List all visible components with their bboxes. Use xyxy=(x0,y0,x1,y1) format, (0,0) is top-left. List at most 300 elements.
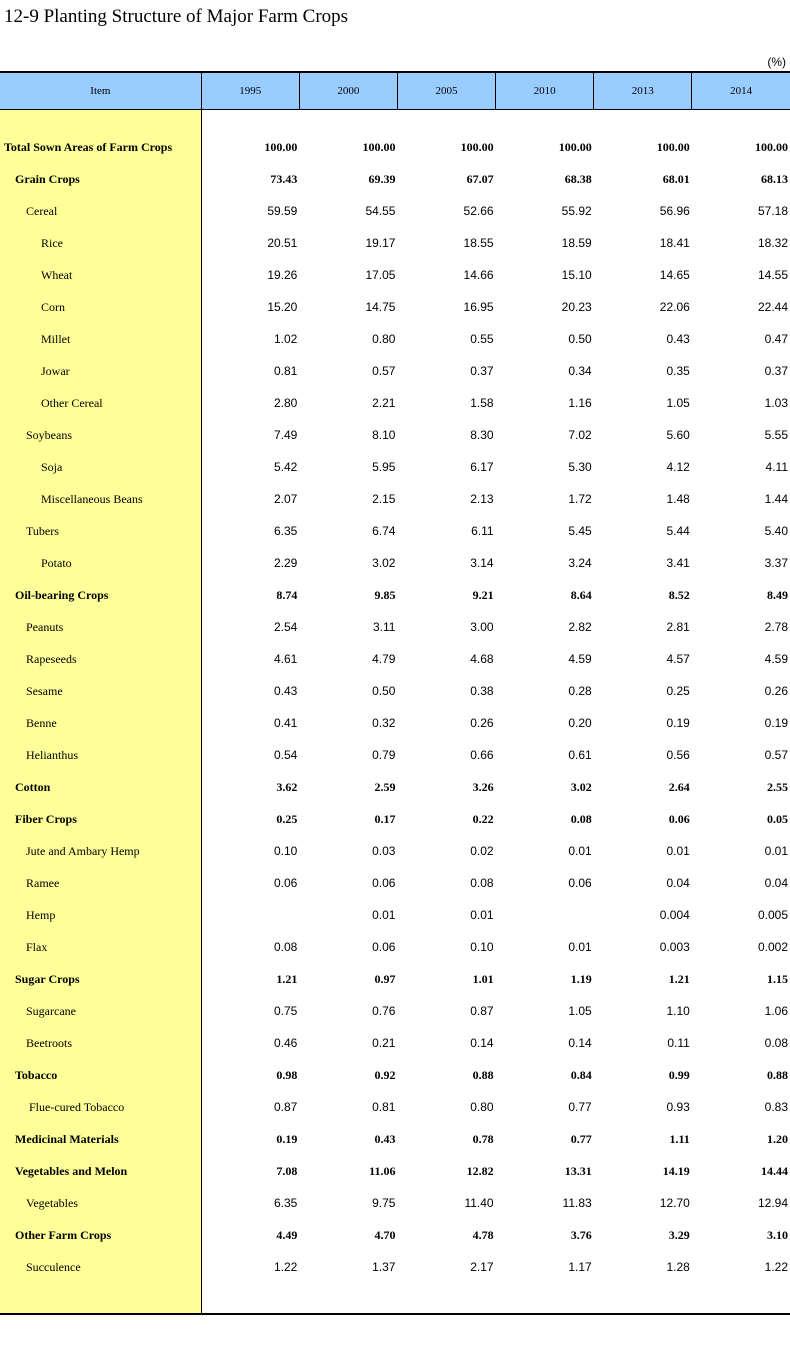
value-cell: 1.21 xyxy=(668,971,690,986)
value-cell: 0.34 xyxy=(568,364,592,378)
value-cell: 0.54 xyxy=(274,748,298,762)
table-row xyxy=(0,611,790,643)
value-cell: 0.77 xyxy=(570,1131,592,1146)
value-cell: 0.88 xyxy=(767,1067,788,1082)
table-row xyxy=(0,451,790,483)
value-cell: 6.74 xyxy=(372,524,396,538)
table-row xyxy=(0,419,790,451)
value-cell: 0.93 xyxy=(666,1100,690,1114)
value-cell: 0.14 xyxy=(568,1036,592,1050)
value-cell: 2.82 xyxy=(568,620,592,634)
value-cell: 22.44 xyxy=(757,300,788,314)
table-row xyxy=(0,771,790,803)
value-cell: 0.55 xyxy=(470,332,494,346)
value-cell: 4.79 xyxy=(372,652,396,666)
value-cell: 6.35 xyxy=(274,524,298,538)
row-label: Wheat xyxy=(0,259,201,291)
row-label: Sugarcane xyxy=(0,995,201,1027)
value-cell: 0.43 xyxy=(374,1131,396,1146)
value-cell: 0.61 xyxy=(568,748,592,762)
value-cell: 5.44 xyxy=(666,524,690,538)
value-cell: 0.32 xyxy=(372,716,396,730)
row-label: Sesame xyxy=(0,675,201,707)
value-cell: 5.42 xyxy=(274,460,298,474)
value-cell: 12.82 xyxy=(466,1163,494,1178)
value-cell: 0.17 xyxy=(374,811,396,826)
value-cell: 0.28 xyxy=(568,684,592,698)
value-cell: 0.38 xyxy=(470,684,494,698)
value-cell: 2.21 xyxy=(372,396,396,410)
value-cell: 8.74 xyxy=(276,587,298,602)
value-cell: 0.37 xyxy=(470,364,494,378)
spacer-cell xyxy=(496,1283,594,1314)
value-cell: 13.31 xyxy=(564,1163,592,1178)
value-cell: 0.002 xyxy=(757,940,788,954)
value-cell: 0.37 xyxy=(764,364,788,378)
header-year: 1995 xyxy=(201,72,299,110)
table-row xyxy=(0,259,790,291)
table-row xyxy=(0,1059,790,1091)
value-cell: 4.12 xyxy=(666,460,690,474)
spacer-row xyxy=(0,110,790,132)
value-cell: 20.51 xyxy=(267,236,298,250)
value-cell: 0.11 xyxy=(667,1036,690,1050)
value-cell: 0.81 xyxy=(274,364,298,378)
value-cell: 14.44 xyxy=(761,1163,788,1178)
value-cell: 4.49 xyxy=(276,1227,298,1242)
value-cell: 1.21 xyxy=(276,971,298,986)
header-row xyxy=(0,72,790,110)
value-cell: 0.92 xyxy=(374,1067,396,1082)
value-cell: 0.01 xyxy=(470,908,494,922)
table-row xyxy=(0,195,790,227)
value-cell: 67.07 xyxy=(466,171,494,186)
value-cell: 3.26 xyxy=(472,779,494,794)
value-cell: 2.29 xyxy=(274,556,298,570)
value-cell: 7.08 xyxy=(276,1163,298,1178)
value-cell: 100.00 xyxy=(460,139,494,154)
value-cell: 5.40 xyxy=(764,524,788,538)
table-row xyxy=(0,131,790,163)
value-cell: 0.83 xyxy=(764,1100,788,1114)
value-cell: 0.57 xyxy=(764,748,788,762)
row-label: Grain Crops xyxy=(0,163,201,195)
value-cell: 0.87 xyxy=(470,1004,494,1018)
value-cell: 12.94 xyxy=(757,1196,788,1210)
row-label: Helianthus xyxy=(0,739,201,771)
table-row xyxy=(0,227,790,259)
value-cell xyxy=(496,899,594,931)
value-cell: 3.00 xyxy=(470,620,494,634)
value-cell: 1.72 xyxy=(568,492,592,506)
value-cell: 0.76 xyxy=(372,1004,396,1018)
value-cell: 0.88 xyxy=(472,1067,494,1082)
value-cell: 4.78 xyxy=(472,1227,494,1242)
spacer-cell xyxy=(397,1283,495,1314)
row-label: Hemp xyxy=(0,899,201,931)
value-cell: 0.97 xyxy=(374,971,396,986)
value-cell: 0.87 xyxy=(274,1100,298,1114)
row-label: Miscellaneous Beans xyxy=(0,483,201,515)
value-cell: 9.75 xyxy=(372,1196,396,1210)
value-cell: 18.55 xyxy=(463,236,494,250)
table-row xyxy=(0,355,790,387)
row-label: Sugar Crops xyxy=(0,963,201,995)
value-cell: 0.08 xyxy=(764,1036,788,1050)
value-cell: 1.28 xyxy=(666,1260,690,1274)
value-cell: 0.04 xyxy=(764,876,788,890)
value-cell: 0.77 xyxy=(568,1100,592,1114)
header-item: Item xyxy=(0,72,201,110)
value-cell: 1.58 xyxy=(470,396,494,410)
value-cell: 3.37 xyxy=(764,556,788,570)
value-cell: 0.02 xyxy=(470,844,494,858)
value-cell: 1.37 xyxy=(372,1260,396,1274)
value-cell: 1.17 xyxy=(568,1260,592,1274)
header-year: 2005 xyxy=(397,72,495,110)
value-cell: 3.62 xyxy=(276,779,298,794)
value-cell: 2.54 xyxy=(274,620,298,634)
value-cell: 4.61 xyxy=(274,652,298,666)
row-label: Ramee xyxy=(0,867,201,899)
row-label: Beetroots xyxy=(0,1027,201,1059)
table-row xyxy=(0,1187,790,1219)
table-row xyxy=(0,995,790,1027)
value-cell: 12.70 xyxy=(659,1196,690,1210)
table-row xyxy=(0,643,790,675)
value-cell: 1.10 xyxy=(666,1004,690,1018)
value-cell: 3.02 xyxy=(372,556,396,570)
value-cell: 1.48 xyxy=(666,492,690,506)
row-label: Rice xyxy=(0,227,201,259)
value-cell: 6.11 xyxy=(471,524,494,538)
spacer-cell xyxy=(692,1283,790,1314)
value-cell: 0.26 xyxy=(470,716,494,730)
value-cell: 0.80 xyxy=(372,332,396,346)
value-cell: 68.38 xyxy=(564,171,592,186)
table-row xyxy=(0,579,790,611)
value-cell: 0.19 xyxy=(276,1131,298,1146)
value-cell: 4.59 xyxy=(568,652,592,666)
spacer-cell xyxy=(201,110,299,132)
row-label: Succulence xyxy=(0,1251,201,1283)
value-cell: 0.06 xyxy=(274,876,298,890)
value-cell: 3.41 xyxy=(666,556,690,570)
value-cell: 18.41 xyxy=(659,236,690,250)
value-cell: 5.30 xyxy=(568,460,592,474)
value-cell: 59.59 xyxy=(267,204,298,218)
value-cell: 68.13 xyxy=(761,171,788,186)
value-cell: 100.00 xyxy=(362,139,396,154)
value-cell: 8.52 xyxy=(668,587,690,602)
table-row xyxy=(0,515,790,547)
value-cell: 7.49 xyxy=(274,428,298,442)
row-label: Total Sown Areas of Farm Crops xyxy=(0,131,201,163)
value-cell: 3.24 xyxy=(568,556,592,570)
value-cell: 0.04 xyxy=(666,876,690,890)
value-cell: 17.05 xyxy=(365,268,396,282)
table-row xyxy=(0,163,790,195)
value-cell: 1.03 xyxy=(764,396,788,410)
value-cell: 2.80 xyxy=(274,396,298,410)
value-cell: 0.22 xyxy=(472,811,494,826)
value-cell: 1.11 xyxy=(669,1131,690,1146)
value-cell: 0.66 xyxy=(470,748,494,762)
value-cell: 22.06 xyxy=(659,300,690,314)
value-cell: 0.50 xyxy=(568,332,592,346)
value-cell: 3.14 xyxy=(470,556,494,570)
value-cell: 56.96 xyxy=(659,204,690,218)
value-cell: 0.79 xyxy=(372,748,396,762)
value-cell: 0.06 xyxy=(372,940,396,954)
value-cell: 11.83 xyxy=(562,1196,592,1210)
value-cell: 8.49 xyxy=(767,587,788,602)
row-label: Tobacco xyxy=(0,1059,201,1091)
value-cell: 69.39 xyxy=(368,171,396,186)
table-row xyxy=(0,963,790,995)
value-cell: 0.10 xyxy=(470,940,494,954)
row-label: Soja xyxy=(0,451,201,483)
table-row xyxy=(0,739,790,771)
value-cell: 2.78 xyxy=(764,620,788,634)
table-row xyxy=(0,291,790,323)
unit-label: (%) xyxy=(767,55,786,69)
value-cell: 0.10 xyxy=(274,844,298,858)
table-row xyxy=(0,1091,790,1123)
row-label: Flue-cured Tobacco xyxy=(0,1091,201,1123)
value-cell: 6.35 xyxy=(274,1196,298,1210)
value-cell: 0.06 xyxy=(668,811,690,826)
row-label: Corn xyxy=(0,291,201,323)
value-cell: 3.02 xyxy=(570,779,592,794)
value-cell: 3.29 xyxy=(668,1227,690,1242)
row-label: Cereal xyxy=(0,195,201,227)
value-cell: 100.00 xyxy=(558,139,592,154)
value-cell: 0.78 xyxy=(472,1131,494,1146)
value-cell: 100.00 xyxy=(656,139,690,154)
row-label: Flax xyxy=(0,931,201,963)
table-row xyxy=(0,835,790,867)
table-row xyxy=(0,931,790,963)
value-cell: 0.03 xyxy=(372,844,396,858)
value-cell: 14.19 xyxy=(662,1163,690,1178)
value-cell: 2.07 xyxy=(274,492,298,506)
value-cell: 0.26 xyxy=(764,684,788,698)
value-cell: 14.55 xyxy=(757,268,788,282)
row-label: Soybeans xyxy=(0,419,201,451)
row-label: Millet xyxy=(0,323,201,355)
value-cell: 5.60 xyxy=(666,428,690,442)
value-cell: 0.004 xyxy=(659,908,690,922)
value-cell: 2.13 xyxy=(470,492,494,506)
value-cell: 0.01 xyxy=(372,908,396,922)
value-cell: 0.75 xyxy=(274,1004,298,1018)
value-cell: 0.20 xyxy=(568,716,592,730)
value-cell: 9.21 xyxy=(472,587,494,602)
value-cell: 2.15 xyxy=(372,492,396,506)
value-cell: 73.43 xyxy=(270,171,298,186)
value-cell: 0.56 xyxy=(666,748,690,762)
value-cell: 0.06 xyxy=(372,876,396,890)
value-cell: 52.66 xyxy=(463,204,494,218)
spacer-cell xyxy=(594,1283,692,1314)
row-label: Vegetables and Melon xyxy=(0,1155,201,1187)
value-cell: 20.23 xyxy=(561,300,592,314)
table-row xyxy=(0,1251,790,1283)
value-cell: 0.06 xyxy=(568,876,592,890)
value-cell: 0.21 xyxy=(372,1036,396,1050)
value-cell: 1.15 xyxy=(767,971,788,986)
table-row xyxy=(0,483,790,515)
value-cell: 15.10 xyxy=(561,268,592,282)
value-cell: 11.40 xyxy=(464,1196,494,1210)
value-cell: 1.22 xyxy=(764,1260,788,1274)
value-cell: 1.05 xyxy=(568,1004,592,1018)
row-label: Rapeseeds xyxy=(0,643,201,675)
value-cell: 0.41 xyxy=(274,716,298,730)
value-cell xyxy=(201,899,299,931)
table-row xyxy=(0,867,790,899)
value-cell: 8.10 xyxy=(372,428,396,442)
value-cell: 5.95 xyxy=(372,460,396,474)
value-cell: 1.05 xyxy=(666,396,690,410)
value-cell: 16.95 xyxy=(463,300,494,314)
row-label: Peanuts xyxy=(0,611,201,643)
value-cell: 0.003 xyxy=(659,940,690,954)
value-cell: 14.65 xyxy=(659,268,690,282)
table-row xyxy=(0,1027,790,1059)
value-cell: 4.68 xyxy=(470,652,494,666)
row-label: Other Farm Crops xyxy=(0,1219,201,1251)
value-cell: 57.18 xyxy=(757,204,788,218)
table-row xyxy=(0,547,790,579)
value-cell: 15.20 xyxy=(267,300,298,314)
row-label: Jowar xyxy=(0,355,201,387)
value-cell: 0.50 xyxy=(372,684,396,698)
value-cell: 2.55 xyxy=(767,779,788,794)
header-year: 2013 xyxy=(594,72,692,110)
value-cell: 1.01 xyxy=(472,971,494,986)
value-cell: 0.43 xyxy=(274,684,298,698)
value-cell: 0.99 xyxy=(668,1067,690,1082)
value-cell: 0.80 xyxy=(470,1100,494,1114)
value-cell: 2.59 xyxy=(374,779,396,794)
row-label: Tubers xyxy=(0,515,201,547)
value-cell: 0.08 xyxy=(274,940,298,954)
page-title: 12-9 Planting Structure of Major Farm Crops xyxy=(4,6,349,27)
value-cell: 4.11 xyxy=(765,460,788,474)
value-cell: 1.02 xyxy=(274,332,298,346)
value-cell: 0.01 xyxy=(666,844,690,858)
spacer-cell xyxy=(0,1283,201,1314)
row-label: Vegetables xyxy=(0,1187,201,1219)
value-cell: 7.02 xyxy=(568,428,592,442)
value-cell: 1.44 xyxy=(764,492,788,506)
spacer-cell xyxy=(496,110,594,132)
value-cell: 100.00 xyxy=(264,139,298,154)
header-year: 2000 xyxy=(299,72,397,110)
value-cell: 0.25 xyxy=(666,684,690,698)
value-cell: 3.11 xyxy=(373,620,396,634)
table-row xyxy=(0,675,790,707)
value-cell: 0.19 xyxy=(666,716,690,730)
table-row xyxy=(0,387,790,419)
value-cell: 0.19 xyxy=(764,716,788,730)
table-row xyxy=(0,1219,790,1251)
row-label: Potato xyxy=(0,547,201,579)
value-cell: 0.08 xyxy=(570,811,592,826)
value-cell: 68.01 xyxy=(662,171,690,186)
value-cell: 6.17 xyxy=(470,460,494,474)
value-cell: 100.00 xyxy=(755,139,788,154)
value-cell: 19.17 xyxy=(365,236,396,250)
row-label: Fiber Crops xyxy=(0,803,201,835)
value-cell: 0.25 xyxy=(276,811,298,826)
row-label: Cotton xyxy=(0,771,201,803)
value-cell: 0.84 xyxy=(570,1067,592,1082)
spacer-cell xyxy=(692,110,790,132)
spacer-cell xyxy=(299,1283,397,1314)
value-cell: 1.19 xyxy=(570,971,592,986)
table-row xyxy=(0,707,790,739)
value-cell: 0.01 xyxy=(764,844,788,858)
value-cell: 0.47 xyxy=(764,332,788,346)
value-cell: 2.17 xyxy=(470,1260,494,1274)
value-cell: 0.005 xyxy=(757,908,788,922)
spacer-cell xyxy=(397,110,495,132)
row-label: Jute and Ambary Hemp xyxy=(0,835,201,867)
table-row xyxy=(0,803,790,835)
value-cell: 9.85 xyxy=(374,587,396,602)
value-cell: 0.14 xyxy=(470,1036,494,1050)
table-row xyxy=(0,1155,790,1187)
value-cell: 14.66 xyxy=(463,268,494,282)
value-cell: 0.01 xyxy=(568,940,592,954)
table-row xyxy=(0,323,790,355)
value-cell: 19.26 xyxy=(267,268,298,282)
value-cell: 55.92 xyxy=(561,204,592,218)
value-cell: 0.98 xyxy=(276,1067,298,1082)
header-year: 2010 xyxy=(496,72,594,110)
value-cell: 0.46 xyxy=(274,1036,298,1050)
table-row xyxy=(0,899,790,931)
value-cell: 1.06 xyxy=(764,1004,788,1018)
value-cell: 3.76 xyxy=(570,1227,592,1242)
value-cell: 2.81 xyxy=(666,620,690,634)
table-row xyxy=(0,1123,790,1155)
spacer-cell xyxy=(594,110,692,132)
value-cell: 3.10 xyxy=(767,1227,788,1242)
row-label: Medicinal Materials xyxy=(0,1123,201,1155)
spacer-cell xyxy=(299,110,397,132)
value-cell: 2.64 xyxy=(668,779,690,794)
value-cell: 1.20 xyxy=(767,1131,788,1146)
value-cell: 5.45 xyxy=(568,524,592,538)
spacer-cell xyxy=(0,110,201,132)
value-cell: 0.57 xyxy=(372,364,396,378)
value-cell: 8.64 xyxy=(570,587,592,602)
value-cell: 4.57 xyxy=(666,652,690,666)
value-cell: 1.16 xyxy=(568,396,592,410)
value-cell: 11.06 xyxy=(369,1163,396,1178)
value-cell: 0.01 xyxy=(568,844,592,858)
row-label: Other Cereal xyxy=(0,387,201,419)
spacer-row xyxy=(0,1283,790,1314)
row-label: Oil-bearing Crops xyxy=(0,579,201,611)
value-cell: 14.75 xyxy=(365,300,396,314)
value-cell: 4.70 xyxy=(374,1227,396,1242)
value-cell: 0.05 xyxy=(767,811,788,826)
